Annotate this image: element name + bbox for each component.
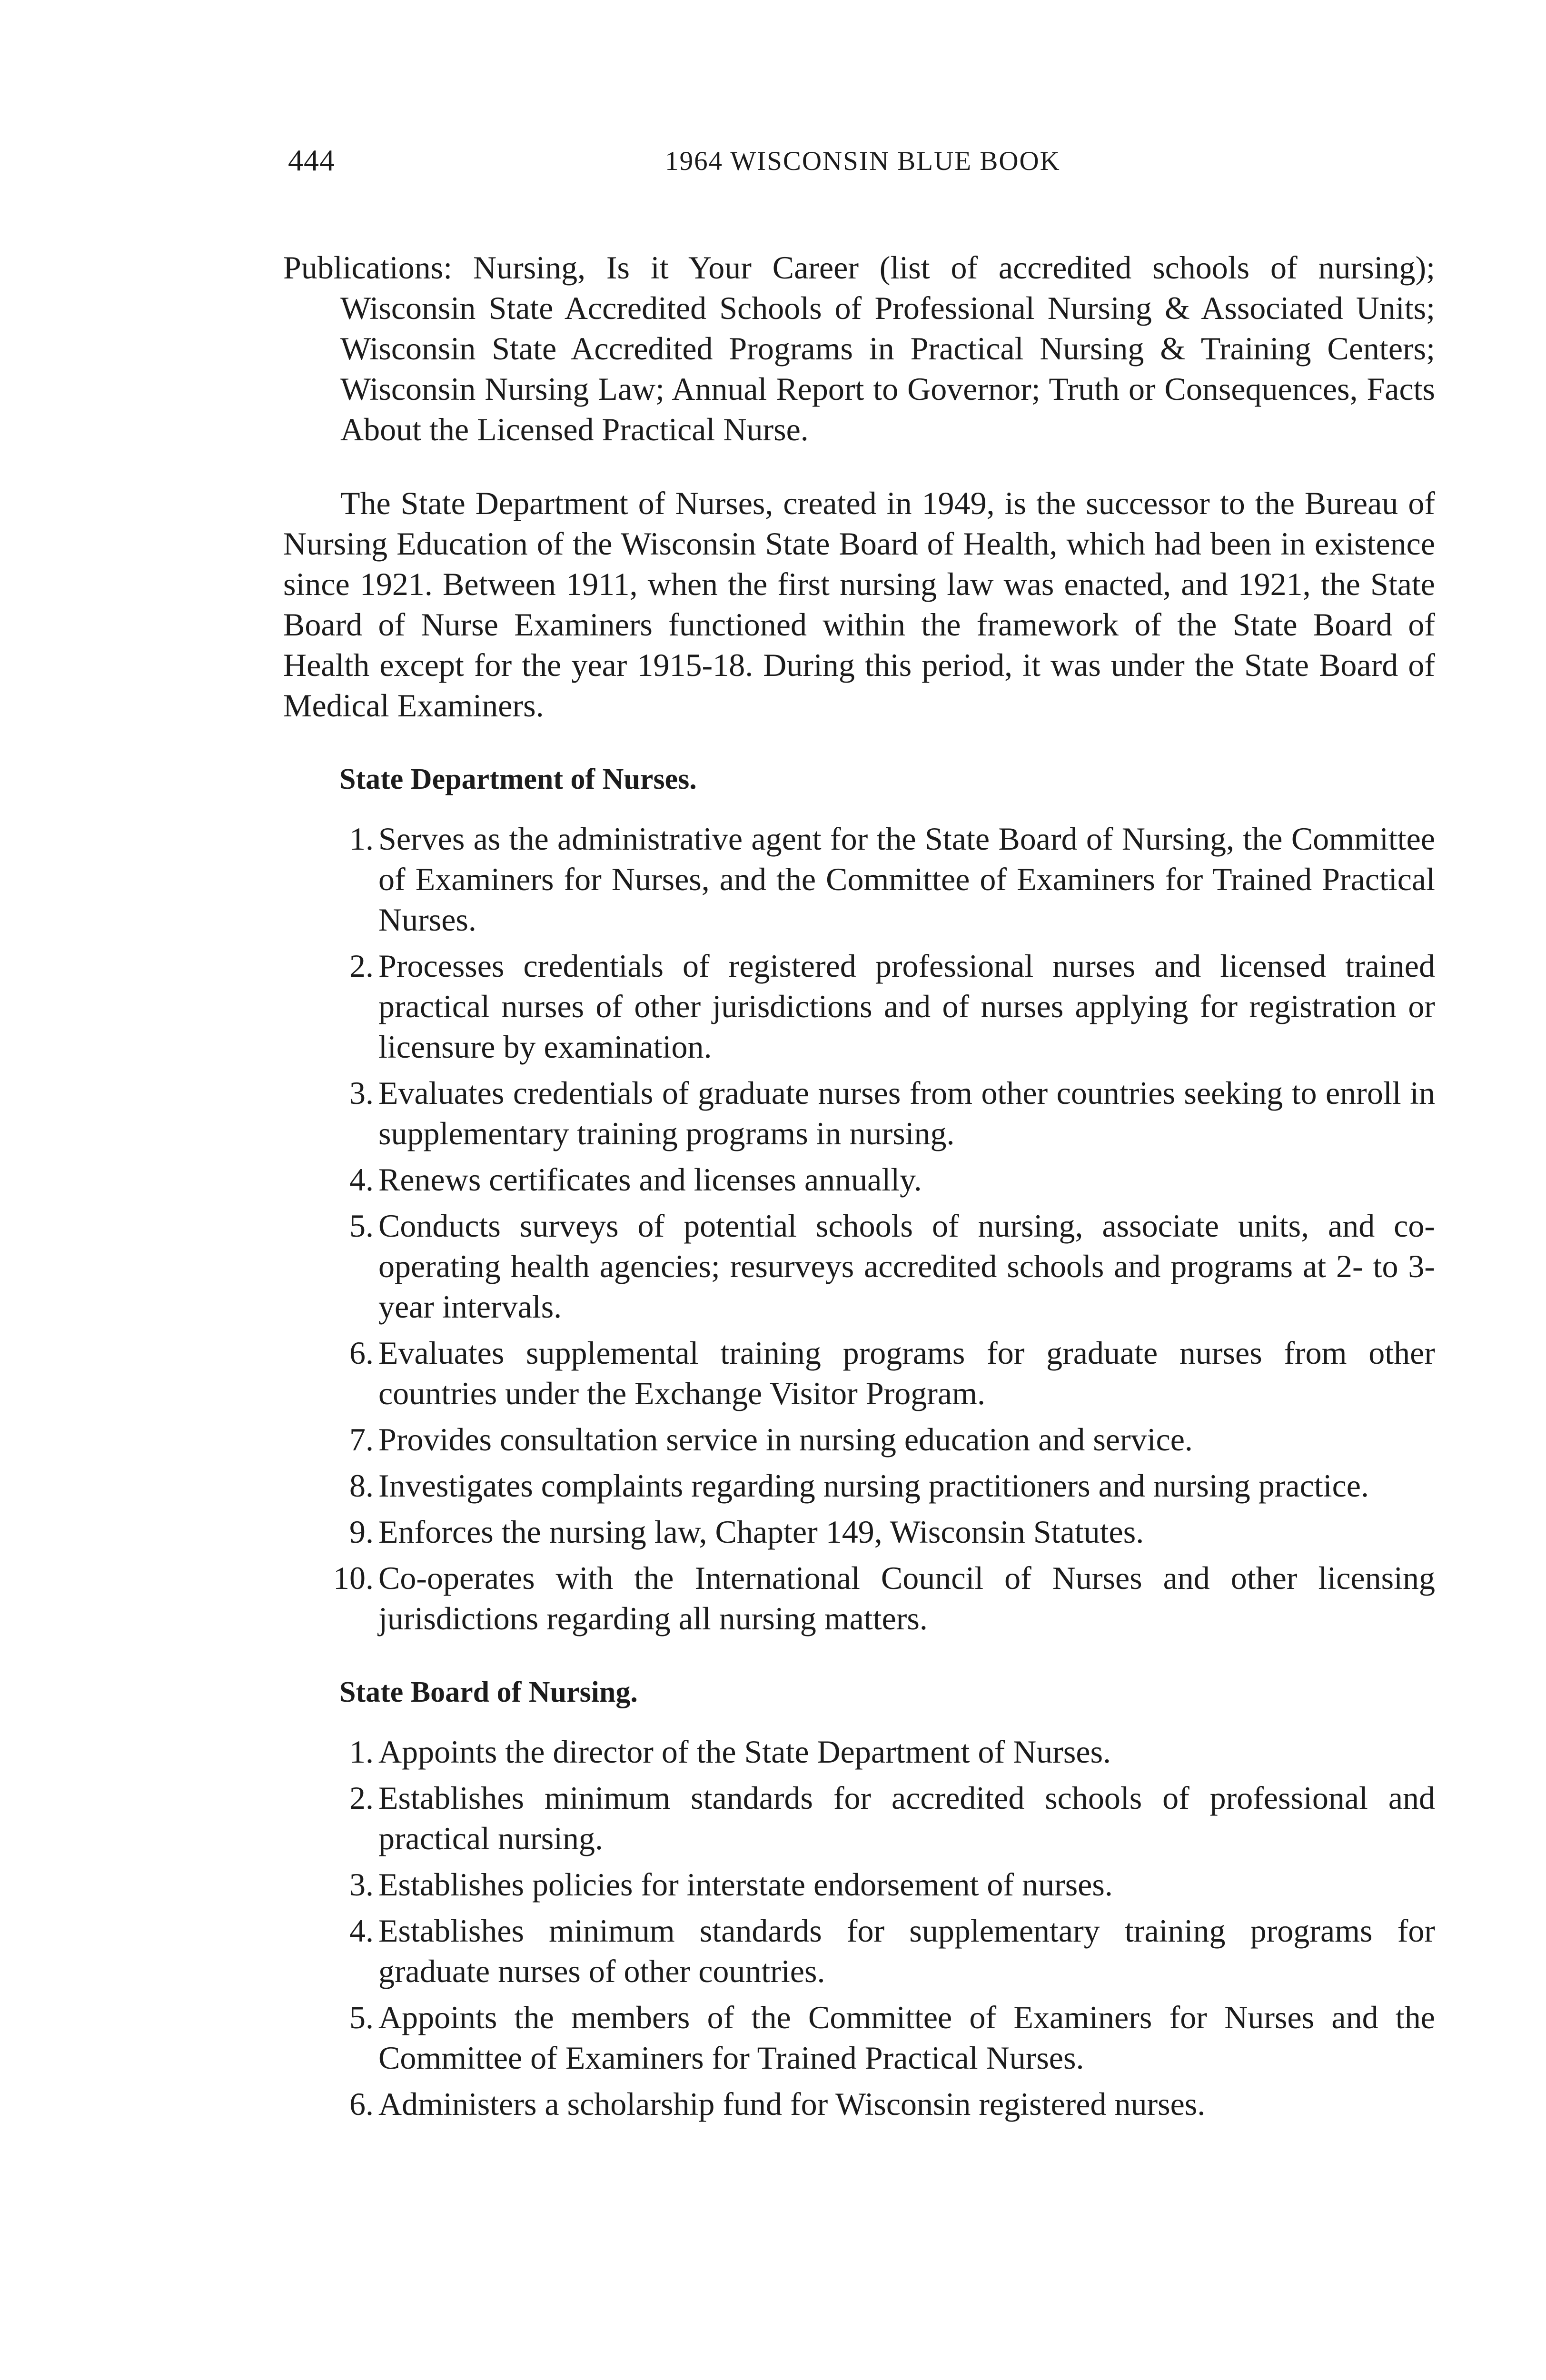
list-item: [283, 1073, 1435, 1154]
page-number: 444: [288, 143, 335, 177]
list-item-text: Enforces the nursing law, Chapter 149, Wisconsin Statutes.: [378, 1514, 1144, 1550]
list-item: [283, 2084, 1435, 2124]
list-item: [283, 1160, 1435, 1200]
list-item-number: 9.: [349, 1514, 374, 1550]
list-item: [283, 1419, 1435, 1460]
list-item-number: 1.: [349, 821, 374, 857]
list-item: [283, 819, 1435, 940]
list-item-number: 8.: [349, 1468, 374, 1504]
list-item: [283, 946, 1435, 1067]
publications-paragraph: Publications: Nursing, Is it Your Career (list of accredited schools of nursing); Wisconsin State Accredited Schools of Professional Nursing & Associated Units; Wisconsin State Accredited Programs in Practical Nursing & Training Centers; Wisconsin Nursing Law; Annual Report to Governor; Truth or Consequences, Facts About the Licensed Practical Nurse.: [283, 249, 1435, 447]
list-item-text: Establishes minimum standards for supplementary training programs for graduate nurses of other countries.: [378, 1913, 1435, 1989]
list-item: [283, 1466, 1435, 1506]
list-item: [283, 1333, 1435, 1414]
list-item-text: Establishes minimum standards for accredited schools of professional and practical nursing.: [378, 1780, 1435, 1856]
history-paragraph: The State Department of Nurses, created in 1949, is the successor to the Bureau of Nursing Education of the Wisconsin State Board of Health, which had been in existence since 1921. Between 1911, when the first nursing law was enacted, and 1921, the State Board of Nurse Examiners functioned within the framework of the State Board of Health except for the year 1915-18. During this period, it was under the State Board of Medical Examiners.: [283, 485, 1435, 724]
list-item-text: Serves as the administrative agent for the State Board of Nursing, the Committee of Examiners for Nurses, and the Committee of Examiners for Trained Practical Nurses.: [378, 821, 1435, 938]
list-item-text: Co-operates with the International Council of Nurses and other licensing jurisdictions regarding all nursing matters.: [378, 1560, 1435, 1636]
list-item-text: Appoints the director of the State Department of Nurses.: [378, 1734, 1111, 1770]
section-heading-department: State Department of Nurses.: [339, 763, 697, 795]
list-item-text: Investigates complaints regarding nursing practitioners and nursing practice.: [378, 1468, 1369, 1504]
list-item-number: 2.: [349, 1780, 374, 1816]
list-item: [283, 1732, 1435, 1772]
list-item: [283, 1558, 1435, 1639]
list-item-text: Processes credentials of registered professional nurses and licensed trained practical nurses of other jurisdictions and of nurses applying for registration or licensure by examination.: [378, 948, 1435, 1065]
section-heading-board: State Board of Nursing.: [339, 1676, 638, 1708]
department-duties-list: [283, 819, 1435, 1639]
list-item-number: 7.: [349, 1421, 374, 1458]
running-title: 1964 WISCONSIN BLUE BOOK: [665, 146, 1060, 176]
list-item-number: 1.: [349, 1734, 374, 1770]
list-item: [283, 1512, 1435, 1552]
list-item-number: 4.: [349, 1161, 374, 1198]
list-item-number: 2.: [349, 948, 374, 984]
list-item: [283, 1997, 1435, 2078]
list-item: [283, 1864, 1435, 1905]
list-item-number: 6.: [349, 2086, 374, 2122]
list-item-text: Conducts surveys of potential schools of nursing, associate units, and co-operating health agencies; resurveys accredited schools and programs at 2- to 3-year intervals.: [378, 1208, 1435, 1325]
list-item-text: Provides consultation service in nursing education and service.: [378, 1421, 1193, 1458]
list-item-number: 5.: [349, 1999, 374, 2035]
list-item-text: Administers a scholarship fund for Wisconsin registered nurses.: [378, 2086, 1206, 2122]
list-item: [283, 1778, 1435, 1859]
page-body: [283, 248, 1435, 2158]
list-item-number: 6.: [349, 1335, 374, 1371]
list-item-text: Establishes policies for interstate endorsement of nurses.: [378, 1866, 1113, 1903]
page-header: [288, 143, 1437, 190]
list-item-number: 3.: [349, 1866, 374, 1903]
list-item-number: 3.: [349, 1075, 374, 1111]
list-item: [283, 1206, 1435, 1327]
board-duties-list: [283, 1732, 1435, 2124]
list-item-text: Evaluates supplemental training programs for graduate nurses from other countries under the Exchange Visitor Program.: [378, 1335, 1435, 1411]
list-item-number: 4.: [349, 1913, 374, 1949]
list-item: [283, 1911, 1435, 1992]
list-item-text: Evaluates credentials of graduate nurses from other countries seeking to enroll in supplementary training programs in nursing.: [378, 1075, 1435, 1151]
list-item-text: Appoints the members of the Committee of Examiners for Nurses and the Committee of Examiners for Trained Practical Nurses.: [378, 1999, 1435, 2076]
list-item-number: 5.: [349, 1208, 374, 1244]
list-item-text: Renews certificates and licenses annually.: [378, 1161, 922, 1198]
list-item-number: 10.: [333, 1560, 374, 1596]
